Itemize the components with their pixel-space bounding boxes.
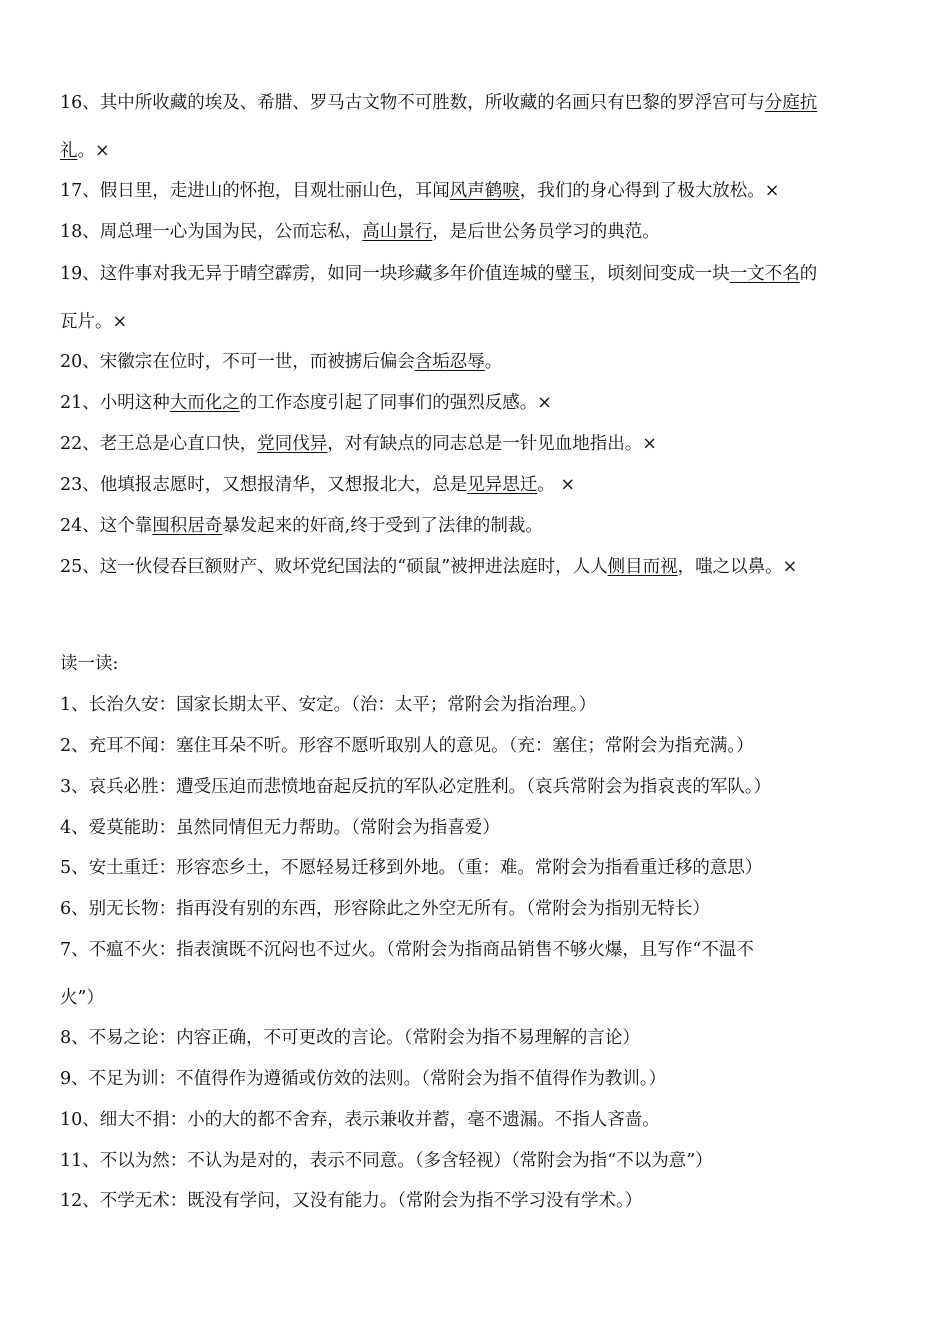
item-text: ，我们的身心得到了极大放松。× [519,181,780,201]
reading-item-12: 12、不学无术：既没有学问，又没有能力。（常附会为指不学习没有学术。） [60,1191,643,1211]
reading-item-5: 5、安土重迁：形容恋乡土，不愿轻易迁移到外地。（重：难。常附会为指看重迁移的意思） [60,858,763,878]
item-text: 。 × [537,475,576,495]
underlined-idiom: 含垢忍辱 [414,352,485,372]
underlined-idiom: 一文不名 [729,264,800,284]
exercise-item-16 [60,92,900,114]
underlined-idiom: 风声鹤唳 [449,181,520,201]
underlined-idiom: 礼 [60,141,78,161]
reading-item-2: 2、充耳不闻：塞住耳朵不听。形容不愿听取别人的意见。（充：塞住；常附会为指充满。） [60,736,754,756]
item-text: 的工作态度引起了同事们的强烈反感。× [239,393,552,413]
exercise-item-24 [60,515,900,537]
item-text: 17、假日里，走进山的怀抱，目观壮丽山色，耳闻 [60,181,450,201]
underlined-idiom: 高山景行 [362,222,433,242]
reading-item-10: 10、细大不捐：小的大的都不舍弃，表示兼收并蓄，毫不遗漏。不指人吝啬。 [60,1110,660,1130]
exercise-item-17 [60,180,900,202]
item-text: 16、其中所收藏的埃及、希腊、罗马古文物不可胜数，所收藏的名画只有巴黎的罗浮宫可与 [60,93,765,113]
item-text: 21、小明这种 [60,393,170,413]
exercise-item-23 [60,474,900,496]
item-text: 20、宋徽宗在位时，不可一世，而被掳后偏会 [60,352,415,372]
underlined-idiom: 大而化之 [169,393,240,413]
item-text: 18、周总理一心为国为民，公而忘私， [60,222,363,242]
item-text: 。 [484,352,503,372]
underlined-idiom: 囤积居奇 [152,516,223,536]
item-text: 24、这个靠 [60,516,153,536]
underlined-idiom: 见异思迁 [467,475,538,495]
exercise-item-20 [60,351,900,373]
item-text: 的 [799,264,818,284]
item-text: 瓦片。× [60,312,128,332]
reading-item-8: 8、不易之论：内容正确，不可更改的言论。（常附会为指不易理解的言论） [60,1028,640,1048]
item-text: 22、老王总是心直口快， [60,434,258,454]
reading-item-6: 6、别无长物：指再没有别的东西，形容除此之外空无所有。（常附会为指别无特长） [60,899,710,919]
reading-item-4: 4、爱莫能助：虽然同情但无力帮助。（常附会为指喜爱） [60,818,500,838]
section-heading: 读一读: [60,654,119,674]
reading-item-1: 1、长治久安：国家长期太平、安定。（治：太平；常附会为指治理。） [60,695,597,715]
item-text: 暴发起来的奸商,终于受到了法律的制裁。 [222,516,543,536]
item-text: 23、他填报志愿时，又想报清华，又想报北大，总是 [60,475,468,495]
item-text: ，是后世公务员学习的典范。 [432,222,660,242]
reading-item-7: 7、不瘟不火：指表演既不沉闷也不过火。（常附会为指商品销售不够火爆，且写作“不温不 [60,940,754,960]
exercise-item-18 [60,221,900,243]
exercise-item-16-cont [60,140,900,162]
underlined-idiom: 分庭抗 [764,93,818,113]
exercise-item-19-cont [60,311,900,333]
underlined-idiom: 党同伐异 [257,434,328,454]
underlined-idiom: 侧目而视 [607,557,678,577]
item-text: 25、这一伙侵吞巨额财产、败坏党纪国法的“硕鼠”被押进法庭时，人人 [60,557,608,577]
exercise-item-19 [60,263,900,285]
item-text: 。× [77,141,110,161]
reading-item-7-cont: 火”） [60,988,104,1008]
item-text: ，嗤之以鼻。× [677,557,798,577]
reading-item-3: 3、哀兵必胜：遭受压迫而悲愤地奋起反抗的军队必定胜利。（哀兵常附会为指哀丧的军队。） [60,777,772,797]
item-text: 19、这件事对我无异于晴空霹雳，如同一块珍藏多年价值连城的璧玉，顷刻间变成一块 [60,264,730,284]
item-text: ，对有缺点的同志总是一针见血地指出。× [327,434,657,454]
exercise-item-22 [60,433,900,455]
exercise-item-21 [60,392,900,414]
reading-item-9: 9、不足为训：不值得作为遵循或仿效的法则。（常附会为指不值得作为教训。） [60,1069,667,1089]
exercise-item-25 [60,556,900,578]
reading-item-11: 11、不以为然：不认为是对的，表示不同意。（多含轻视）（常附会为指“不以为意”） [60,1151,713,1171]
